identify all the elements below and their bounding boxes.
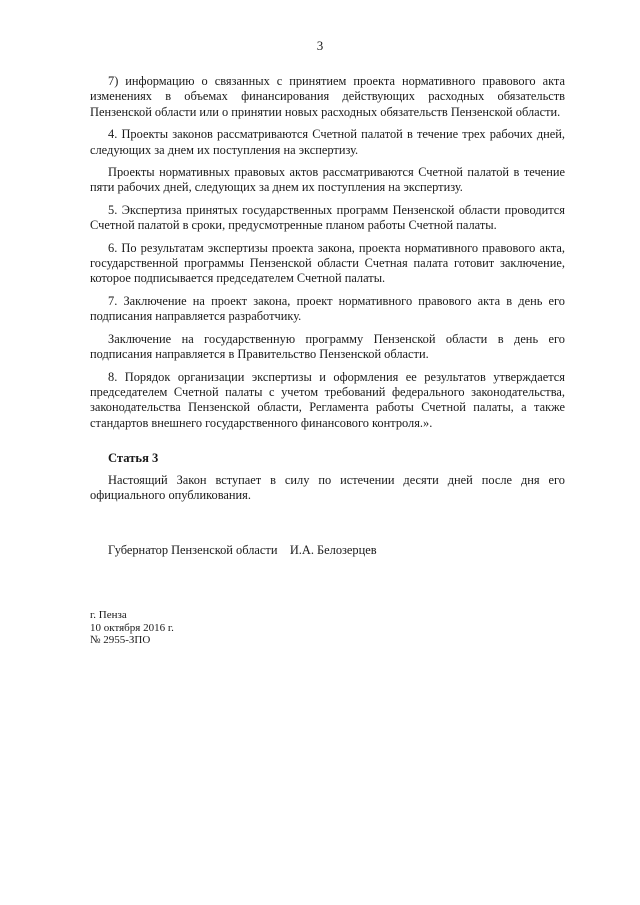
paragraph-clause-5: 5. Экспертиза принятых государственных программ Пензенской области проводится Счетной палатой в сроки, предусмотренные планом работы Счетной палаты. xyxy=(90,202,565,233)
footer-city: г. Пенза xyxy=(90,609,127,621)
page-number: 3 xyxy=(316,38,324,53)
footer-number: № 2955-ЗПО xyxy=(90,634,151,646)
paragraph-clause-7-cont: Заключение на государственную программу Пензенской области в день его подписания направляется в Правительство Пензенской области. xyxy=(90,331,565,362)
article-heading: Статья 3 xyxy=(108,451,159,466)
article-text: Настоящий Закон вступает в силу по истечении десяти дней после дня его официального опубликования. xyxy=(90,472,565,502)
paragraph-item-7: 7) информацию о связанных с принятием проекта нормативного правового акта изменениях в объемах финансирования действующих расходных обязательств Пензенской области или о принятии новых расходных обязательств Пензенской области. xyxy=(90,74,565,119)
paragraph-clause-8: 8. Порядок организации экспертизы и оформления ее результатов утверждается председателем Счетной палаты с учетом требований федерального законодательства, законодательства Пензенской области, Регламента работы Счетной палаты, а также стандартов внешнего государственного финансового контроля.». xyxy=(90,369,565,430)
document-body xyxy=(90,74,565,559)
paragraph-clause-4-cont: Проекты нормативных правовых актов рассматриваются Счетной палатой в течение пяти рабочих дней, следующих за днем их поступления на экспертизу. xyxy=(90,165,565,195)
footer-date: 10 октября 2016 г. xyxy=(90,621,174,634)
signature-line: Губернатор Пензенской области И.А. Белозерцев xyxy=(108,543,377,558)
document-footer xyxy=(90,609,174,647)
paragraph-clause-4: 4. Проекты законов рассматриваются Счетной палатой в течение трех рабочих дней, следующих за днем их поступления на экспертизу. xyxy=(90,127,565,157)
paragraph-clause-6: 6. По результатам экспертизы проекта закона, проекта нормативного правового акта, государственной программы Пензенской области Счетная палата готовит заключение, которое подписывается председателем Счетной палаты. xyxy=(90,240,565,286)
paragraph-clause-7: 7. Заключение на проект закона, проект нормативного правового акта в день его подписания направляется разработчику. xyxy=(90,293,565,324)
